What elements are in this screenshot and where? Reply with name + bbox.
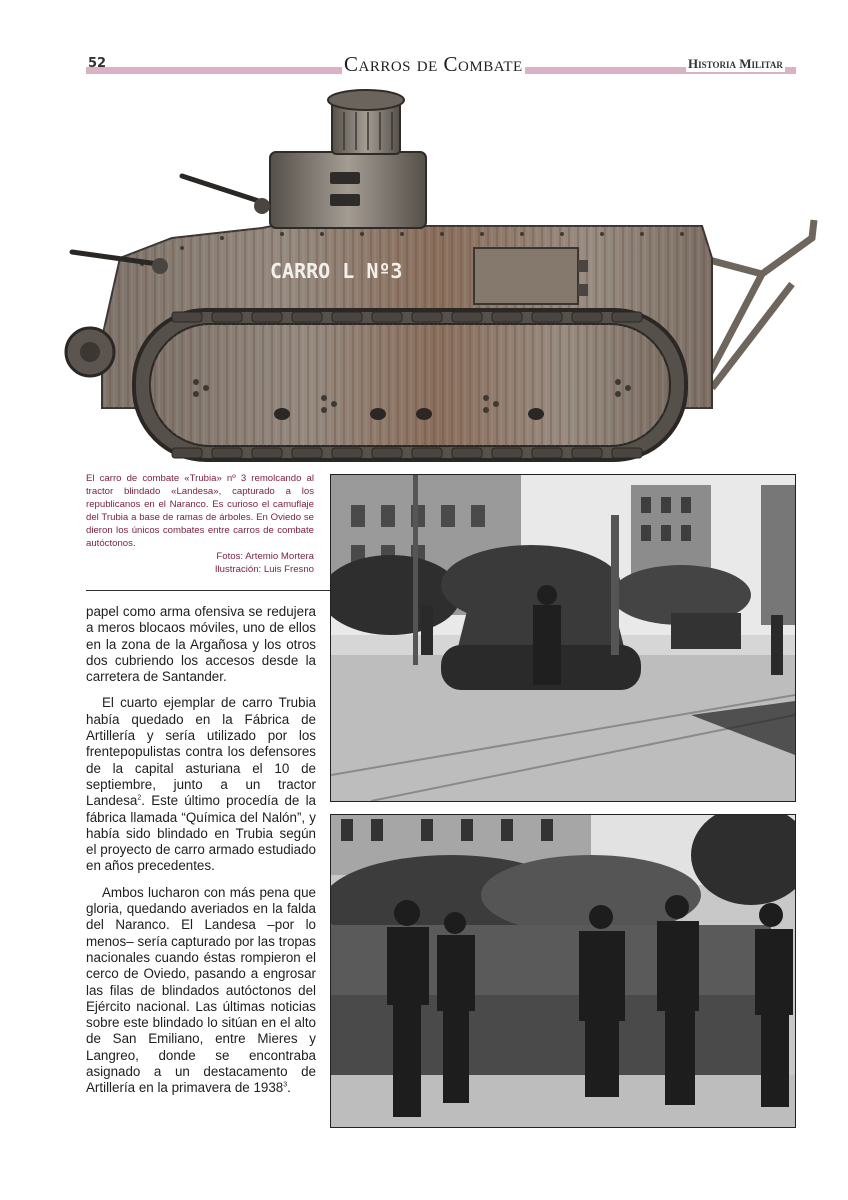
turret bbox=[270, 152, 426, 228]
caption-text: El carro de combate «Trubia» nº 3 remolcando al tractor blindado «Landesa», capturado a los republicanos en el Naranco. Es curioso el camuflaje del Trubia a base de ramas de árboles. En Oviedo se dieron los únicos combates entre carros de combate autóctonos. bbox=[86, 473, 314, 549]
running-title: Carros de Combate bbox=[344, 52, 523, 76]
body-paragraph: El cuarto ejemplar de carro Trubia había quedado en la Fábrica de Artillería y sería utilizado por los frentepopulistas contra los defensores de la capital asturiana el 10 de septiembre, junto a un tractor Landesa$^2$. Este último procedía de la fábrica llamada “Química del Nalón”, y había sido blindado en Trubia según el proyecto de carro armado estudiado en años precedentes. bbox=[86, 695, 316, 874]
photo-caption bbox=[86, 472, 314, 576]
photo-soldiers-tank bbox=[330, 814, 796, 1128]
body-column bbox=[86, 604, 316, 1107]
body-paragraph: papel como arma ofensiva se redujera a meros blocaos móviles, uno de ellos en la zona de la Argañosa y los otros dos cubriendo los accesos desde la carretera de Santander. bbox=[86, 604, 316, 685]
footnote-ref: 3 bbox=[283, 1081, 288, 1089]
photo-credit: Fotos: Artemio Mortera bbox=[216, 551, 314, 562]
tank-marking: CARRO L Nº3 bbox=[270, 259, 403, 283]
photo-street-tank bbox=[330, 474, 796, 802]
footnote-ref: 2 bbox=[137, 794, 142, 802]
section-title: Historia Militar bbox=[688, 56, 783, 71]
side-hatch bbox=[474, 248, 578, 304]
body-paragraph: Ambos lucharon con más pena que gloria, quedando averiados en la falda del Naranco. El Landesa –por lo menos– sería capturado por las tropas nacionales cuando éstas rompieron el cerco de Oviedo, pasando a engrosar las filas de blindados autóctonos del Ejército nacional. Las últimas noticias sobre este blindado lo sitúan en el alto de San Emiliano, entre Mieres y Langreo, donde se encontraba asignado a un destacamento de Artillería en la primavera de 1938$^3$. bbox=[86, 884, 316, 1096]
page-number: 52 bbox=[88, 56, 107, 71]
caption-divider bbox=[86, 590, 330, 591]
illustration-credit: Ilustración: Luis Fresno bbox=[214, 564, 314, 575]
tank-illustration bbox=[62, 88, 822, 468]
